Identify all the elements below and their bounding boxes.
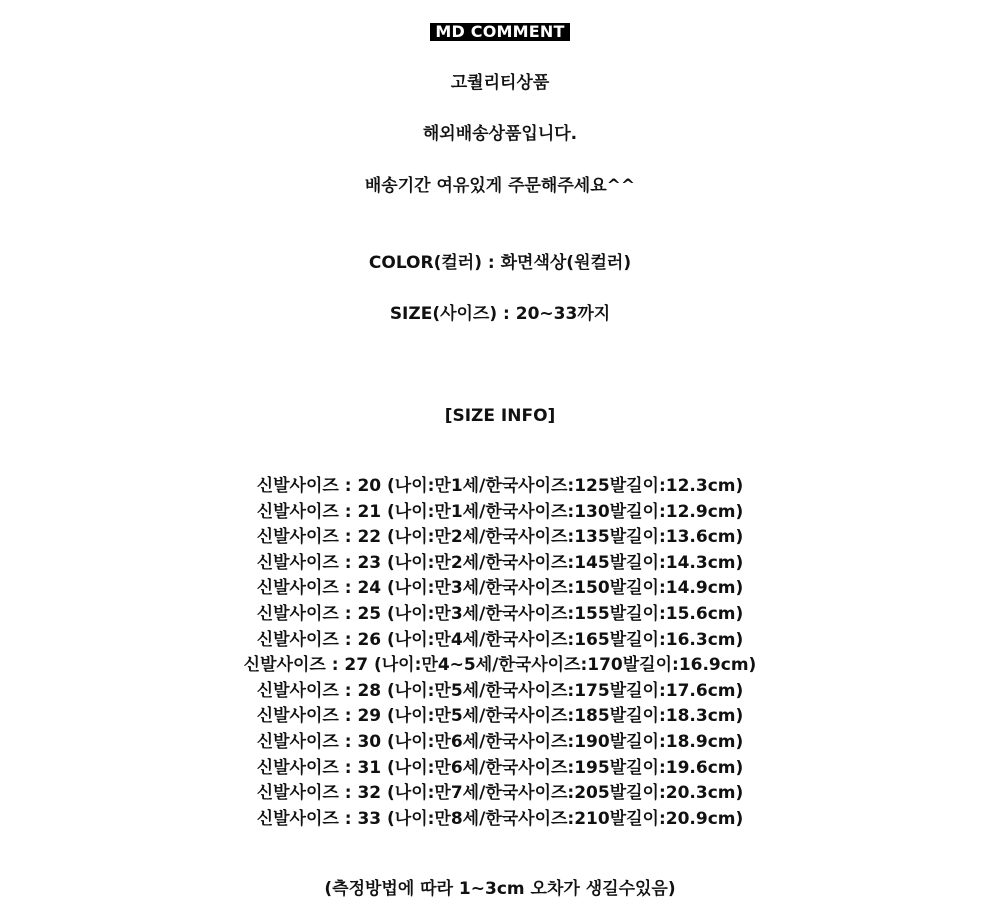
size-row: 신발사이즈 : 33 (나이:만8세/한국사이즈:210발길이:20.9cm) [256, 808, 744, 829]
size-row: 신발사이즈 : 22 (나이:만2세/한국사이즈:135발길이:13.6cm) [256, 527, 744, 548]
spec-size: SIZE(사이즈) : 20~33까지 [389, 304, 611, 324]
size-row: 신발사이즈 : 28 (나이:만5세/한국사이즈:175발길이:17.6cm) [256, 680, 744, 701]
md-comment-badge: MD COMMENT [430, 23, 569, 41]
size-row: 신발사이즈 : 31 (나이:만6세/한국사이즈:195발길이:19.6cm) [256, 757, 744, 778]
size-row: 신발사이즈 : 26 (나이:만4세/한국사이즈:165발길이:16.3cm) [256, 629, 744, 650]
size-row: 신발사이즈 : 20 (나이:만1세/한국사이즈:125발길이:12.3cm) [256, 476, 744, 496]
size-info-list [0, 476, 1000, 834]
measurement-note: (측정방법에 따라 1~3cm 오차가 생길수있음) [324, 879, 676, 899]
md-comment-header [0, 22, 1000, 42]
size-row: 신발사이즈 : 32 (나이:만7세/한국사이즈:205발길이:20.3cm) [256, 783, 744, 804]
intro-quality: 고퀄리티상품 [450, 73, 550, 93]
size-row: 신발사이즈 : 25 (나이:만3세/한국사이즈:155발길이:15.6cm) [256, 603, 744, 624]
size-info-heading: [SIZE INFO] [444, 406, 556, 426]
intro-overseas-shipping: 해외배송상품입니다. [422, 124, 578, 144]
size-row: 신발사이즈 : 27 (나이:만4~5세/한국사이즈:170발길이:16.9cm) [243, 655, 757, 676]
intro-shipping-notice: 배송기간 여유있게 주문해주세요^^ [364, 176, 636, 196]
size-row: 신발사이즈 : 21 (나이:만1세/한국사이즈:130발길이:12.9cm) [256, 501, 744, 522]
size-row: 신발사이즈 : 29 (나이:만5세/한국사이즈:185발길이:18.3cm) [256, 706, 744, 727]
size-row: 신발사이즈 : 24 (나이:만3세/한국사이즈:150발길이:14.9cm) [256, 578, 744, 599]
size-row: 신발사이즈 : 23 (나이:만2세/한국사이즈:145발길이:14.3cm) [256, 552, 744, 573]
size-row: 신발사이즈 : 30 (나이:만6세/한국사이즈:190발길이:18.9cm) [256, 731, 744, 752]
spec-color: COLOR(컬러) : 화면색상(원컬러) [368, 253, 632, 273]
